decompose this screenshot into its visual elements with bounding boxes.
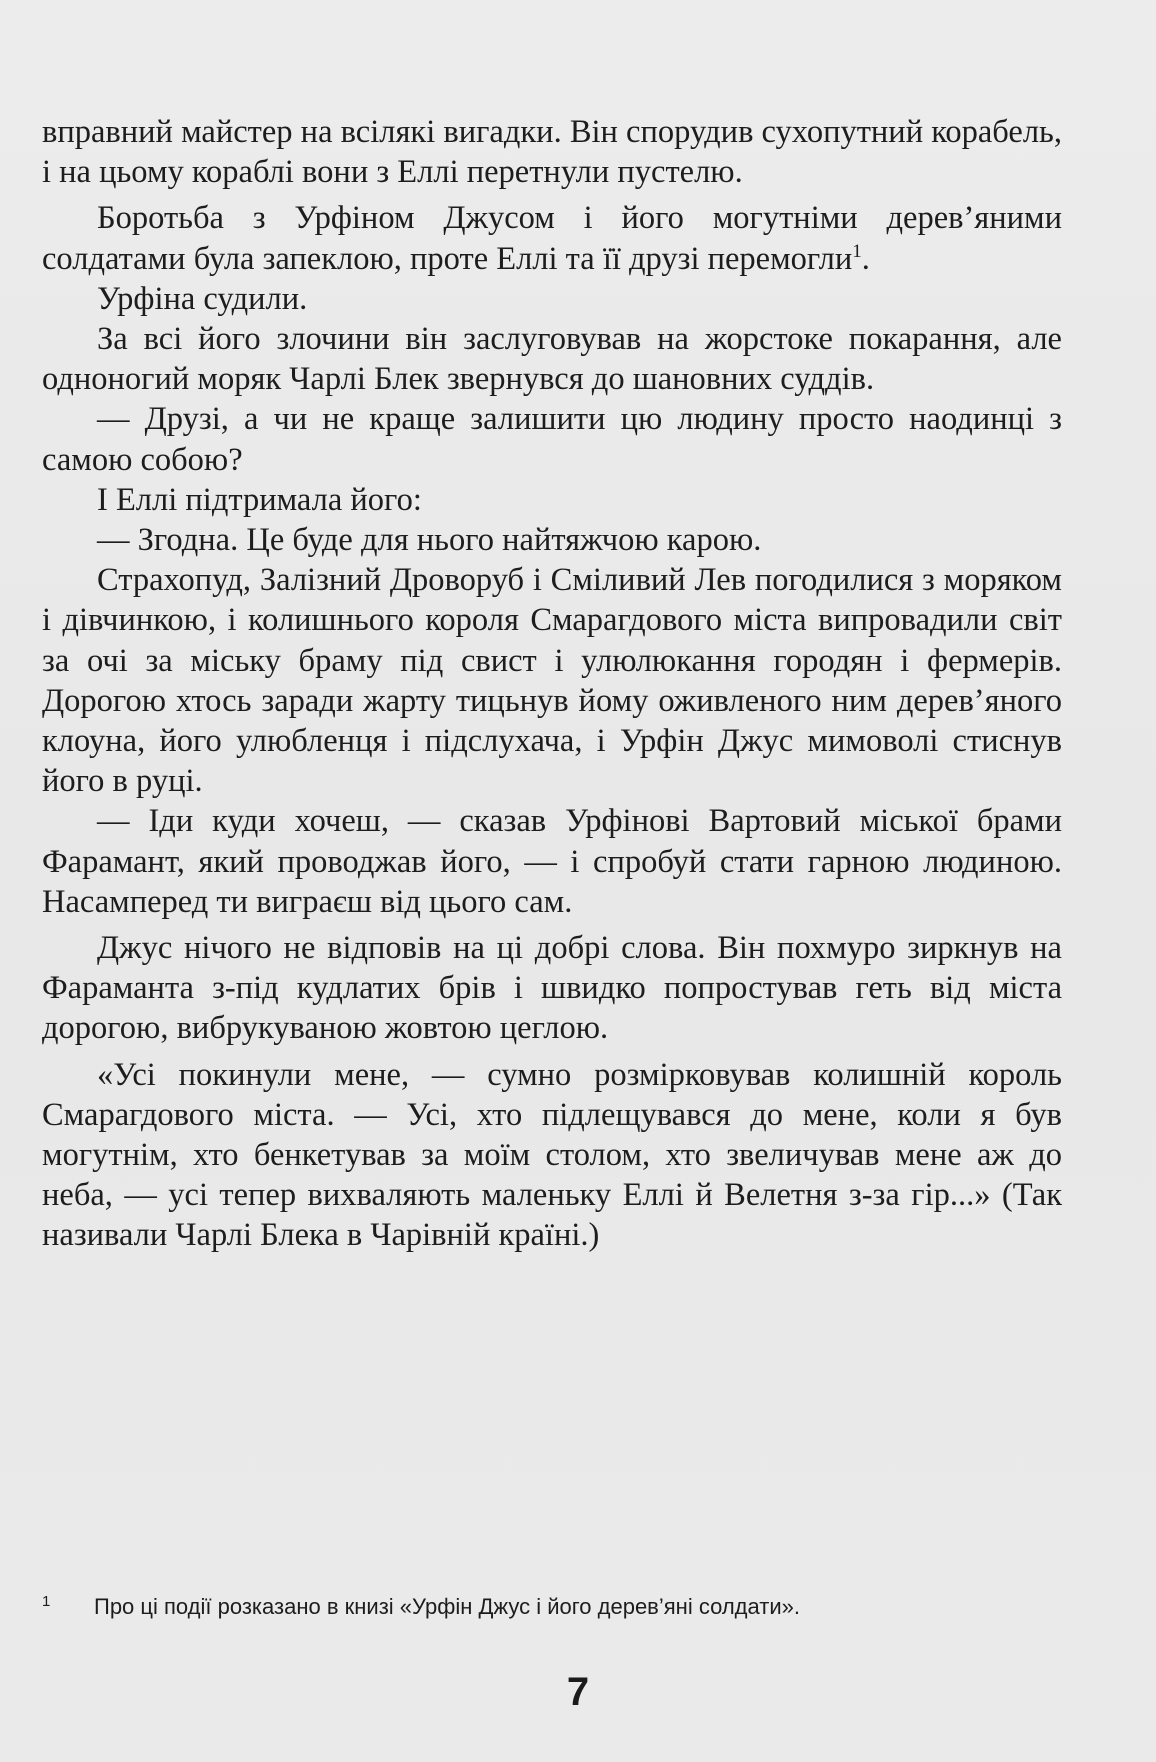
page-number: 7	[566, 1670, 590, 1714]
footnote-text: Про ці події розказано в книзі «Урфін Джус і його дерев’яні солдати».	[94, 1594, 800, 1619]
paragraph: Урфіна судили.	[97, 280, 308, 317]
footnote-reference: 1	[852, 240, 862, 262]
paragraph-text: Боротьба з Урфіном Джусом і його могутніми дерев’яними солдатами була запеклою, проте Еллі та її друзі перемогли	[42, 200, 1062, 277]
paragraph: І Еллі підтримала його:	[97, 481, 422, 518]
body-text	[42, 112, 1062, 1256]
paragraph: За всі його злочини він заслуговував на жорстоке покарання, але одноногий моряк Чарлі Блек звернувся до шановних суддів.	[42, 321, 1062, 398]
footnote	[42, 1592, 1062, 1622]
paragraph: — Іди куди хочеш, — сказав Урфінові Вартовий міської брами Фарамант, який проводжав його, — і спробуй стати гарною людиною. Насамперед ти виграєш від цього сам.	[42, 803, 1062, 920]
paragraph: Боротьба з Урфіном Джусом і його могутніми дерев’яними солдатами була запеклою, проте Еллі та її друзі перемогли$^1$.	[42, 200, 1062, 277]
paragraph: — Згодна. Це буде для нього найтяжчою карою.	[97, 522, 762, 559]
paragraph: Страхопуд, Залізний Дроворуб і Сміливий Лев погодилися з моряком і дівчинкою, і колишнього короля Смарагдового міста випровадили світ за очі за міську браму під свист і улюлюкання городян і фермерів. Дорогою хтось заради жарту тицьнув йому оживленого ним дерев’яного клоуна, його улюбленця і підслухача, і Урфін Джус мимоволі стиснув його в руці.	[42, 562, 1062, 800]
paragraph: Джус нічого не відповів на ці добрі слова. Він похмуро зиркнув на Фараманта з-під кудлатих брів і швидко попростував геть від міста дорогою, вибрукуваною жовтою цеглою.	[42, 930, 1062, 1047]
paragraph: «Усі покинули мене, — сумно розмірковував колишній король Смарагдового міста. — Усі, хто підлещувався до мене, коли я був могутнім, хто бенкетував за моїм столом, хто звеличував мене аж до неба, — усі тепер вихваляють маленьку Еллі й Велетня з-за гір...» (Так називали Чарлі Блека в Чарівній країні.)	[42, 1056, 1062, 1254]
footnote-mark: 1	[42, 1593, 51, 1610]
paragraph: — Друзі, а чи не краще залишити цю людину просто наодинці з самою собою?	[42, 401, 1062, 478]
paragraph: вправний майстер на всілякі вигадки. Він спорудив сухопутний корабель, і на цьому кораблі вони з Еллі перетнули пустелю.	[42, 114, 1062, 191]
